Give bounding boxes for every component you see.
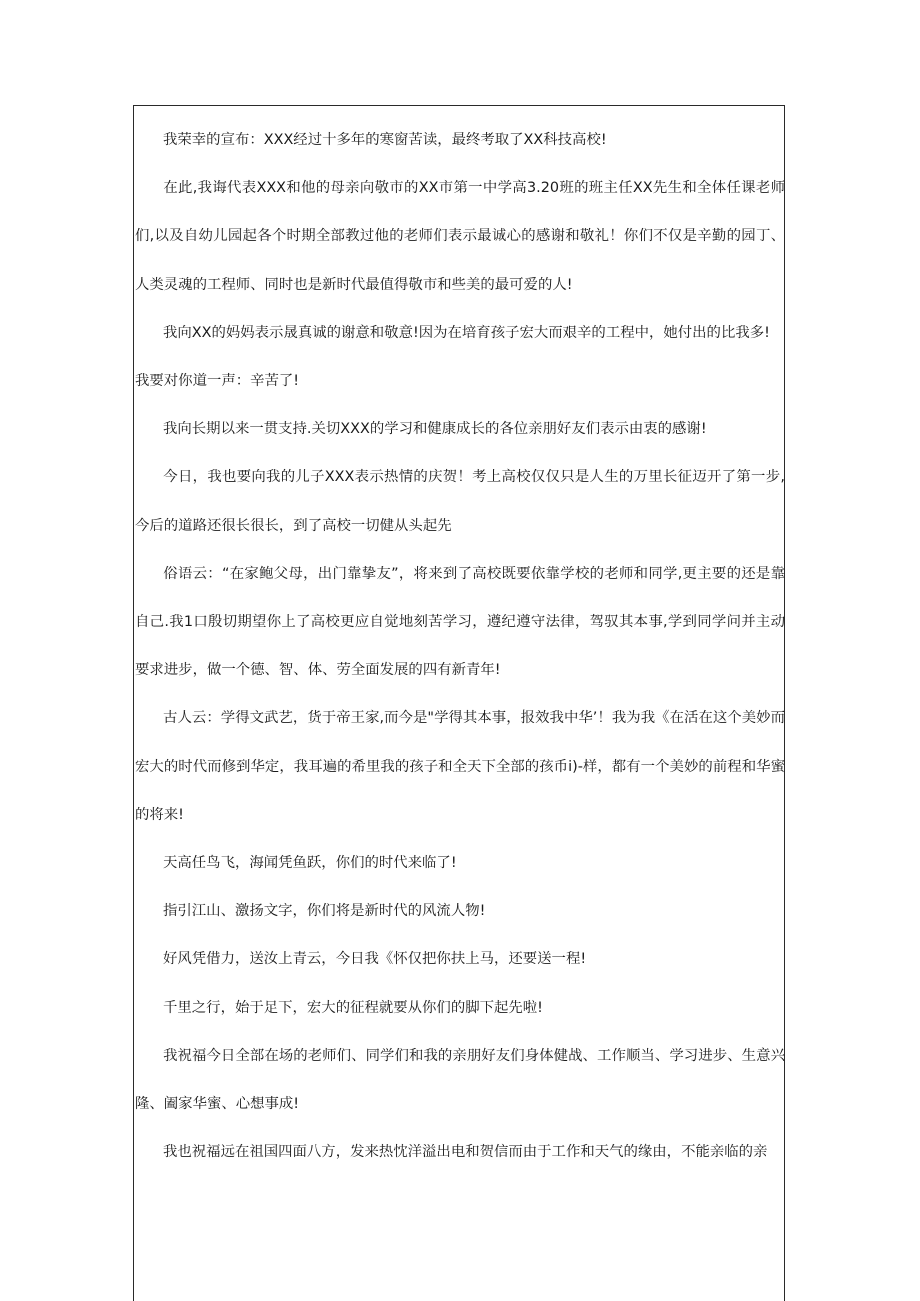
paragraph-12: 千里之行，始于足下，宏大的征程就要从你们的脚下起先啦! bbox=[163, 999, 543, 1016]
paragraph-7: 俗语云：“在家鲍父母，出门靠挚友”，将来到了高校既要依靠学校的老师和同学,更主要的还是靠自己.我1口殷切期望你上了高校更应自觉地刻苦学习，遵纪遵守法律，驾驭其本事,学到同学问并主动要求进步，做一个德、智、体、劳全面发展的四有新青年! bbox=[135, 565, 785, 679]
paragraph-11: 好风凭借力，送汝上青云，今日我《怀仅把你扶上马，还要送一程! bbox=[163, 951, 587, 968]
paragraph-1: 我荣幸的宣布：XXX经过十多年的寒窗苦读，最终考取了XX科技高校! bbox=[163, 132, 607, 148]
paragraph-2: 在此,我诲代表XXX和他的母亲向敬市的XX市第一中学高3.20班的班主任XX先生和全体任课老师们,以及自幼儿园起各个时期全部教过他的老师们表示最诚心的感谢和敬礼！你们不仅是辛勤的园丁、人类灵魂的工程师、同时也是新时代最值得敬市和些美的最可爱的人! bbox=[135, 180, 785, 293]
paragraph-5: 我向长期以来一贯支持.关切XXX的学习和健康成长的各位亲朋好友们表示由衷的感谢! bbox=[163, 421, 707, 438]
paragraph-4: 我要对你道一声：辛苦了! bbox=[135, 373, 300, 390]
paragraph-8: 古人云：学得文武艺，货于帝王家,而今是"学得其本事，报效我中华’！我为我《在活在这个美妙而宏大的时代而修到华定，我耳遍的希里我的孩子和全天下全部的孩币i)-样，都有一个美妙的前程和华蜜的将来! bbox=[135, 710, 785, 823]
paragraph-10: 指引江山、激扬文字，你们将是新时代的风流人物! bbox=[163, 903, 486, 920]
paragraph-13: 我祝福今日全部在场的老师们、同学们和我的亲朋好友们身体健战、工作顺当、学习进步、生意兴隆、阖家华蜜、心想事成! bbox=[135, 1047, 785, 1113]
paragraph-14: 我也祝福远在祖国四面八方，发来热忱洋溢出电和贺信而由于工作和天气的缘由，不能亲临的亲 bbox=[163, 1144, 768, 1161]
paragraph-6: 今日，我也要向我的儿子XXX表示热情的庆贺！考上高校仅仅只是人生的万里长征迈开了第一步,今后的道路还很长很长，到了高校一切健从头起先 bbox=[135, 469, 785, 534]
paragraph-3: 我向XX的妈妈表示晟真诚的谢意和敬意!因为在培育孩子宏大而艰辛的工程中，她付出的比我多! bbox=[163, 324, 770, 341]
document-body bbox=[135, 116, 785, 1176]
paragraph-9: 天高任鸟飞，海闻凭鱼跃，你们的时代来临了! bbox=[163, 855, 457, 872]
